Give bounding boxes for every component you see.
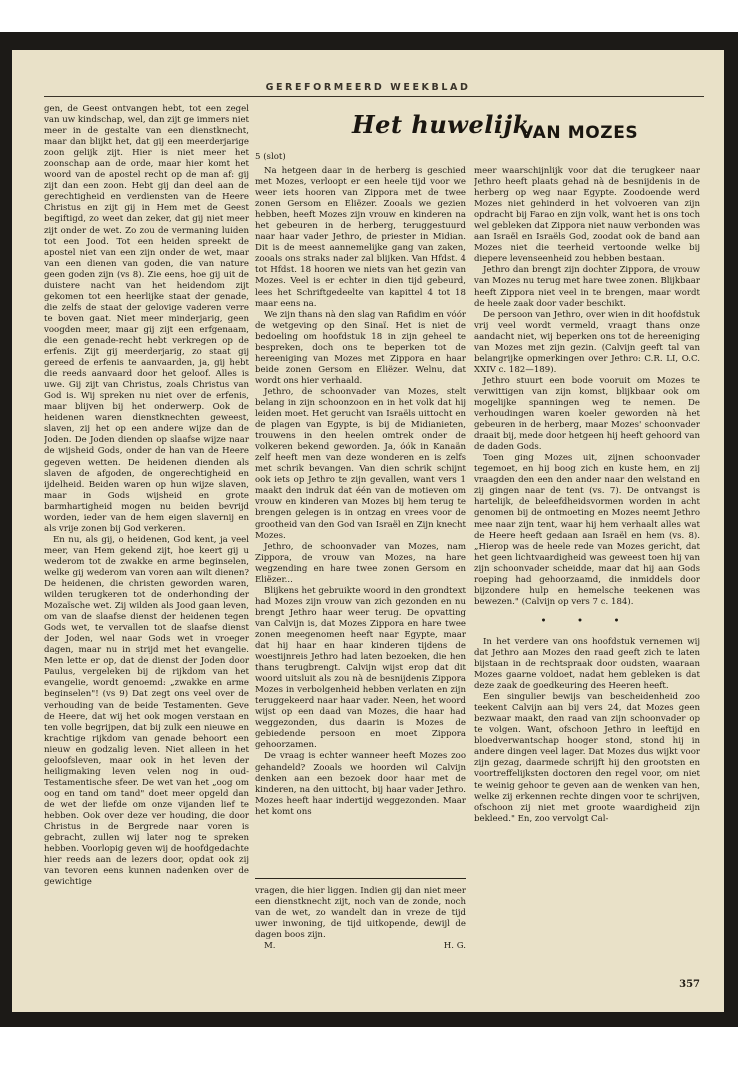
- running-head: GEREFORMEERD WEEKBLAD: [265, 82, 471, 93]
- paragraph: Een singulier bewijs van bescheidenheid zoo teekent Calvijn aan bij vers 24, dat Mozes geen bezwaar maakt, den raad van zijn schoonvader op te volgen. Want, ofschoon Jethro in leeftijd en bloedverwantschap hooger stond, stond hij in andere dingen veel lager. Dat Mozes dus wijkt voor zijn gezag, daarmede schrijft hij den grootsten en voortreffelijksten doctoren den regel voor, om niet te weinig gehoor te geven aan de wenken van hen, welke zij erkennen rechte dingen voor te schrijven, ofschoon zij niet met groote waardigheid zijn bekleed." En, zoo vervolgt Cal-: [474, 692, 700, 824]
- paragraph: Blijkens het gebruikte woord in den grondtext had Mozes zijn vrouw van zich gezonden en nu brengt Jethro haar weer terug. De opvatting van Calvijn is, dat Mozes Zippora en hare twee zonen meegenomen heeft naar Egypte, maar dat hij haar en haar kinderen tijdens de woestijnreis Jethro had laten bezoeken, die hen thans terugbrengt. Calvijn wijst erop dat dit woord uitsluit als zou nà de besnijdenis Zippora Mozes in verbolgenheid hebben verlaten en zijn teruggekeerd naar haar vader. Neen, het woord wijst op een daad van Mozes, die haar had weggezonden, dus daarin is Mozes de gebiedende persoon en moet Zippora gehoorzamen.: [255, 585, 466, 751]
- paragraph: gen, de Geest ontvangen hebt, tot een zegel van uw kindschap, wel, dan zijt ge immers niet meer in de gestalte van een dienstknecht, maar dan blijkt het, dat gij een meerderjarige zoon gelijk zijt. Hier is niet meer het zoonschap aan de orde, maar hier komt het woord van de apostel recht op de man af: gij zijt dan een zoon. Hebt gij dan deel aan de gerechtigheid en verdiensten van de Heere Christus en zijt gij in Hem met de Geest begiftigd, zo weet dan zeker, dat gij niet meer zijt onder de wet. Zo zou de vermaning luiden tot een Jood. Tot een heiden spreekt de apostel niet van een zijn onder de wet, maar van een dienen van goden, die van nature geen goden zijn (vs 8). Zie eens, hoe gij uit de duistere nacht van het heidendom zijt gekomen tot een heerlijke staat der genade, die zelfs de staat der gelovige vaderen verre te boven gaat. Niet meer minderjarig, geen voogden meer, maar gij zijt een erfgenaam, die een genade-recht hebt verkregen op de erfenis. Zijt gij meerderjarig, zo staat gij gereed de erfenis te aanvaarden, ja, gij hebt die reeds aanvaard door het geloof. Alles is uwe. Gij zijt van Christus, zoals Christus van God is. Wij spreken nu niet over de erfenis, maar blijven bij het onderwerp. Ook de heidenen waren dienstknechten geweest, slaven, zij het op een andere wijze dan de Joden. De Joden dienden op slaafse wijze naar de wijsheid Gods, onder de han van de Heere gegeven wetten. De heidenen dienden als slaven de afgoden, de ongerechtigheid en ijdelheid. Beiden waren op hun wijze slaven, maar in Gods wijsheid en grote barmhartigheid mogen nu beiden bevrijd worden, ieder van de hem eigen slavernij en als vrije zonen bij God verkeren.: [44, 104, 249, 534]
- page-number: 357: [679, 979, 700, 990]
- slot-label: 5 (slot): [255, 152, 286, 162]
- column-3: [474, 166, 700, 956]
- signature-right: H. G.: [443, 941, 466, 952]
- section-divider: [255, 878, 466, 879]
- paragraph: In het verdere van ons hoofdstuk vernemen wij dat Jethro aan Mozes den raad geeft zich te laten bijstaan in de rechtspraak door oudsten, waaraan Mozes gaarne voldoet, nadat hem gebleken is dat deze zaak de goedkeuring des Heeren heeft.: [474, 636, 700, 692]
- column-2-continuation: [255, 886, 466, 966]
- paragraph: Na hetgeen daar in de herberg is geschied met Mozes, verloopt er een heele tijd voor we weer iets hooren van Zippora met de twee zonen Gersom en Eliëzer. Zooals we gezien hebben, heeft Mozes zijn vrouw en kinderen na het gebeuren in de herberg, teruggestuurd naar haar vader Jethro, de priester in Midian. Dit is de meest aannemelijke gang van zaken, zooals ons straks nader zal blijken. Van Hfdst. 4 tot Hfdst. 18 hooren we niets van het gezin van Mozes. Veel is er echter in dien tijd gebeurd, lees het Schriftgedeelte van kapittel 4 tot 18 maar eens na.: [255, 166, 466, 309]
- signature-line: [255, 941, 466, 952]
- column-2: [255, 166, 466, 866]
- paragraph: Jethro, de schoonvader van Mozes, nam Zippora, de vrouw van Mozes, na hare wegzending en hare twee zonen Gersom en Eliëzer...: [255, 541, 466, 585]
- section-stars: • • •: [540, 615, 634, 626]
- document-page: [12, 50, 724, 1012]
- header-rule: [44, 96, 704, 97]
- paragraph: We zijn thans nà den slag van Rafidim en vóór de wetgeving op den Sinaï. Het is niet de bedoeling om hoofdstuk 18 in zijn geheel te bespreken, doch ons te beperken tot de hereeniging van Mozes met Zippora en haar beide zonen Gersom en Eliëzer. Welnu, dat wordt ons hier verhaald.: [255, 309, 466, 386]
- paragraph: De vraag is echter wanneer heeft Mozes zoo gehandeld? Zooals we hoorden wil Calvijn denken aan een bezoek door haar met de kinderen, na den uittocht, bij haar vader Jethro. Mozes heeft haar indertijd weggezonden. Maar het komt ons: [255, 751, 466, 817]
- title-script: Het huwelijk: [352, 110, 530, 139]
- paragraph: vragen, die hier liggen. Indien gij dan niet meer een dienstknecht zijt, noch van de zonde, noch van de wet, zo wandelt dan in vreze de tijd uwer inwoning, de tijd uitkopende, dewijl de dagen boos zijn.: [255, 886, 466, 941]
- column-1: [44, 104, 249, 1004]
- paragraph: En nu, als gij, o heidenen, God kent, ja veel meer, van Hem gekend zijt, hoe keert gij u wederom tot de zwakke en arme beginselen, welke gij wederom van voren aan wilt dienen? De heidenen, die christen geworden waren, wilden terugkeren tot de onderhonding der Mozaïsche wet. Zij wilden als Jood gaan leven, om van de slaafse dienst der heidenen tegen Gods wet, te vervallen tot de slaafse dienst der Joden, wel naar Gods wet in vroeger dagen, maar nu in strijd met het evangelie. Men lette er op, dat de dienst der Joden door Paulus, vergeleken bij de rijkdom van het evangelie, wordt genoemd: „zwakke en arme beginselen"! (vs 9) Dat zegt ons veel over de verhouding van de beide Testamenten. Geve de Heere, dat wij het ook mogen verstaan en ten volle begrijpen, dat bij zulk een nieuwe en krachtige rijkdom van genade behoort een nieuw en godzalig leven. Niet alleen in het geloofsleven, maar ook in het leven der heiligmaking leven velen nog in oud-Testamentische sfeer. De wet van het „oog om oog en tand om tand" doet meer opgeld dan de wet der liefde om onze vijanden lief te hebben. Ook over deze ver houding, die door Christus in de Bergrede naar voren is gebracht, zullen wij later nog te spreken hebben. Voorlopig geven wij de hoofdgedachte hier reeds aan de lezers door, opdat ook zij van tevoren eens kunnen nadenken over de gewichtige: [44, 534, 249, 888]
- paragraph: Toen ging Mozes uit, zijnen schoonvader tegemoet, en hij boog zich en kuste hem, en zij vraagden den een den ander naar den welstand en zij gingen naar de tent (vs. 7). De ontvangst is hartelijk, de beleefdheidsvormen worden in acht genomen bij de ontmoeting en Mozes neemt Jethro mee naar zijn tent, waar hij hem verhaalt alles wat de Heere heeft gedaan aan Israël en hem (vs. 8). „Hierop was de heele rede van Mozes gericht, dat het geen lichtvaardigheid was geweest toen hij van zijn schoonvader scheidde, maar dat hij aan Gods roeping had gehoorzaamd, die inmiddels door bijzondere hulp en hemelsche teekenen was bewezen." (Calvijn op vers 7 c. 184).: [474, 453, 700, 607]
- paragraph: meer waarschijnlijk voor dat die terugkeer naar Jethro heeft plaats gehad nà de besnijdenis in de herberg op weg naar Egypte. Zoodoende werd Mozes niet gehinderd in het volvoeren van zijn opdracht bij Farao en zijn volk, want het is ons toch wel gebleken dat Zippora niet nauw verbonden was aan Israël en Israëls God, zoodat ook de band aan Mozes niet die teerheid vertoonde welke bij diepere levenseenheid zou hebben bestaan.: [474, 166, 700, 265]
- paragraph: Jethro, de schoonvader van Mozes, stelt belang in zijn schoonzoon en in het volk dat hij leiden moet. Het gerucht van Israëls uittocht en de plagen van Egypte, is bij de Midianieten, trouwens in den heelen omtrek onder de volkeren bekend geworden. Ja, óók in Kanaän zelf heeft men van deze wonderen en is zelfs met schrik bevangen. Van dien schrik schijnt ook iets op Jethro te zijn gevallen, want vers 1 maakt den indruk dat één van de motieven om vrouw en kinderen van Mozes bij hem terug te brengen gelegen is in ontzag en vrees voor de grootheid van den God van Israël en Zijn knecht Mozes.: [255, 386, 466, 541]
- paragraph: Jethro stuurt een bode vooruit om Mozes te verwittigen van zijn komst, blijkbaar ook om mogelijke spanningen weg te nemen. De verhoudingen waren koeler geworden nà het gebeuren in de herberg, maar Mozes' schoonvader draait bij, mede door hetgeen hij heeft gehoord van de daden Gods.: [474, 375, 700, 453]
- article-title: [352, 110, 712, 160]
- signature-left: M.: [264, 941, 276, 952]
- title-caps: VAN MOZES: [520, 123, 639, 143]
- paragraph: Jethro dan brengt zijn dochter Zippora, de vrouw van Mozes nu terug met hare twee zonen. Blijkbaar heeft Zippora niet veel in te brengen, maar wordt de heele zaak door vader beschikt.: [474, 265, 700, 309]
- paragraph: De persoon van Jethro, over wien in dit hoofdstuk vrij veel wordt vermeld, vraagt thans onze aandacht niet, wij beperken ons tot de hereeniging van Mozes met zijn gezin. (Calvijn geeft tal van belangrijke opmerkingen over Jethro: C.R. LI, O.C. XXIV c. 182—189).: [474, 309, 700, 375]
